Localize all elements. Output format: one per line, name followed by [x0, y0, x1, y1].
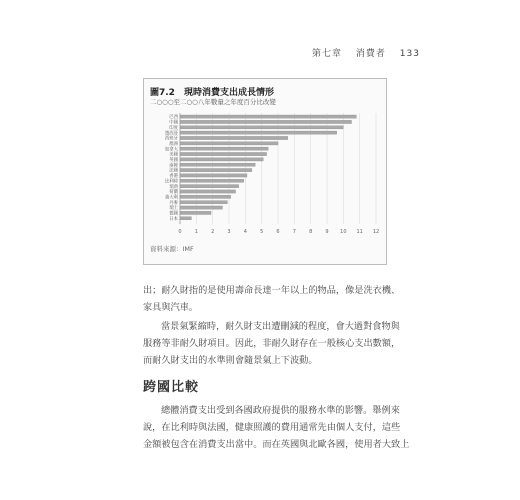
category-label: 日本	[169, 216, 178, 222]
bar	[180, 201, 227, 204]
chapter-label: 第七章	[312, 49, 343, 59]
category-label: 義大利	[164, 195, 178, 201]
paragraph-line: 當景氣緊縮時，耐久財支出遭刪減的程度，會大過對食物與	[161, 321, 400, 332]
paragraph-line: 而耐久財支出的水準則會隨景氣上下波動。	[143, 355, 318, 366]
x-tick-label: 9	[325, 229, 329, 235]
paragraph-line: 出；耐久財指的是使用壽命長達一年以上的物品，像是洗衣機、	[143, 285, 401, 296]
bar	[180, 147, 268, 150]
figure-source: 資料來源：IMF	[150, 245, 194, 253]
x-tick-label: 11	[356, 229, 363, 235]
bar-chart	[144, 79, 386, 264]
bar	[180, 179, 244, 182]
category-label: 瑞典	[169, 184, 178, 190]
category-label: 英國	[169, 158, 178, 163]
figure-subtitle: 二○○○至二○○八年數量之年度百分比改變	[150, 98, 276, 106]
paragraph-3	[143, 402, 409, 453]
paragraph-line: 總體消費支出受到各國政府提供的服務水準的影響。舉例來	[161, 405, 400, 416]
category-label: 丹麥	[169, 200, 178, 206]
x-tick-label: 2	[211, 229, 215, 235]
bar	[180, 120, 352, 123]
category-label: 中國	[169, 120, 178, 126]
category-label: 加拿大	[164, 147, 178, 153]
section-label: 消費者	[355, 49, 386, 59]
figure-title: 圖7.2 現時消費支出成長情形	[150, 88, 274, 98]
bar	[180, 115, 356, 118]
bar	[180, 152, 267, 155]
paragraph-line: 金額被包含在消費支出當中。而在英國與北歐各國，使用者大致上	[143, 439, 410, 450]
x-tick-label: 10	[340, 229, 347, 235]
category-label: 西班牙	[164, 136, 178, 142]
paragraph-2	[143, 318, 400, 369]
bar	[180, 169, 252, 172]
category-label: 澳洲	[169, 141, 178, 147]
paragraph-line: 服務等非耐久財項目。因此，非耐久財存在一般核心支出數額，	[143, 338, 401, 349]
section-heading: 跨國比較	[143, 380, 200, 395]
category-label: 瑞士	[169, 206, 178, 212]
bar	[180, 174, 247, 177]
bar	[180, 131, 337, 134]
x-tick-label: 4	[243, 229, 247, 235]
x-tick-label: 1	[194, 229, 198, 235]
bar	[180, 185, 239, 188]
bar	[180, 142, 278, 145]
category-label: 巴西	[169, 115, 178, 121]
bar	[180, 217, 191, 220]
bar	[180, 163, 255, 166]
category-label: 香港	[169, 174, 178, 180]
bar	[180, 195, 231, 198]
x-tick-label: 5	[260, 229, 264, 235]
paragraph-line: 家具與汽車。	[143, 302, 199, 313]
running-header	[312, 46, 430, 59]
figure-7-2	[143, 78, 387, 265]
bar	[180, 190, 236, 193]
x-tick-label: 8	[309, 229, 313, 235]
x-tick-label: 6	[276, 229, 280, 235]
category-label: 法國	[169, 168, 178, 174]
x-tick-label: 12	[372, 229, 380, 235]
bar	[180, 206, 222, 209]
x-tick-label: 0	[178, 229, 182, 235]
bar	[180, 211, 211, 214]
bar	[180, 126, 343, 129]
paragraph-1	[143, 282, 400, 316]
bar	[180, 158, 263, 161]
paragraph-line: 說，在比利時與法國，健康照護的費用通常先由個人支付，這些	[143, 422, 401, 433]
category-label: 墨西哥	[164, 131, 178, 137]
category-label: 南韓	[169, 163, 178, 169]
bar	[180, 136, 288, 139]
x-tick-label: 3	[227, 229, 231, 235]
category-label: 美國	[169, 152, 178, 158]
x-tick-label: 7	[292, 229, 296, 235]
category-label: 德國	[169, 211, 178, 217]
category-label: 比利時	[164, 179, 178, 185]
category-label: 印度	[169, 125, 178, 131]
page-number: 133	[399, 49, 420, 59]
category-label: 荷蘭	[169, 190, 178, 196]
